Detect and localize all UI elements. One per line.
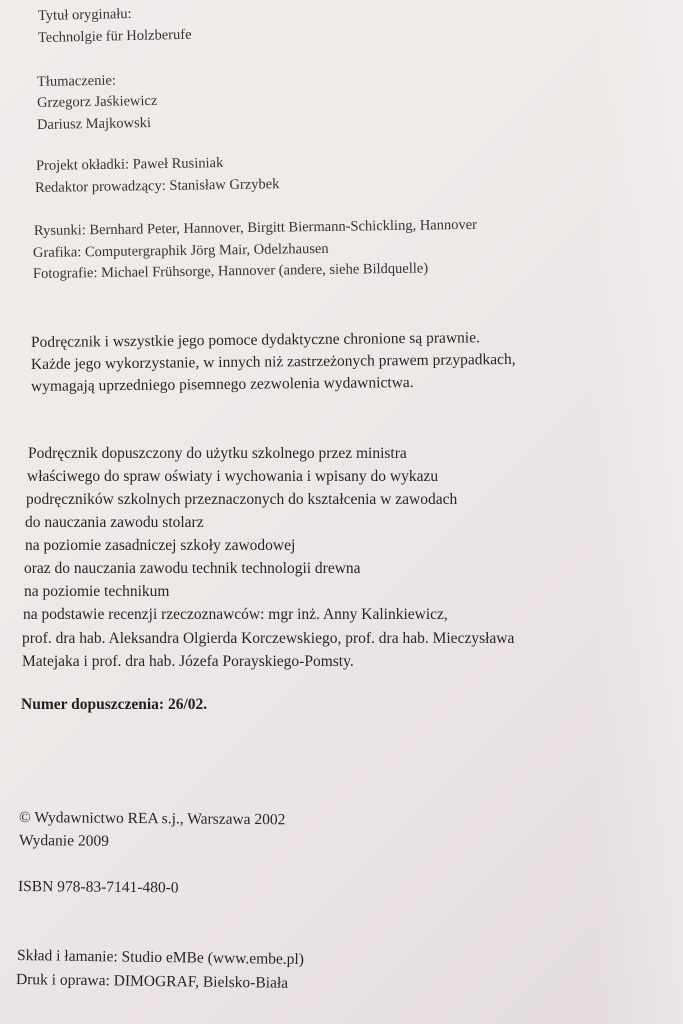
approval-line: do nauczania zawodu stolarz bbox=[25, 514, 204, 531]
approval-line: oraz do nauczania zawodu technik technologii drewna bbox=[24, 560, 361, 577]
approval-line: na poziomie zasadniczej szkoły zawodowej bbox=[25, 537, 296, 554]
show-through-text: ​ bbox=[468, 51, 472, 123]
approval-line: właściwego do spraw oświaty i wychowania i wpisany do wykazu bbox=[27, 468, 439, 485]
typesetting-credit: Skład i łamanie: Studio eMBe (www.embe.pl) bbox=[16, 947, 305, 969]
cover-design-credit: Projekt okładki: Paweł Rusiniak bbox=[35, 155, 224, 174]
copyright-notice-line: wymagają uprzedniego pisemnego zezwolenia wydawnictwa. bbox=[30, 373, 414, 395]
graphics-credit: Grafika: Computergraphik Jörg Mair, Odelzhausen bbox=[32, 240, 329, 261]
managing-editor-credit: Redaktor prowadzący: Stanisław Grzybek bbox=[34, 176, 280, 196]
approval-line: prof. dra hab. Aleksandra Olgierda Korczewskiego, prof. dra hab. Mieczysława bbox=[22, 630, 515, 647]
printing-credit: Druk i oprawa: DIMOGRAF, Bielsko-Biała bbox=[15, 971, 289, 992]
approval-line: na podstawie recenzji rzeczoznawców: mgr inż. Anny Kalinkiewicz, bbox=[23, 606, 448, 623]
copyright-notice-line: Każde jego wykorzystanie, w innych niż zastrzeżonych prawem przypadkach, bbox=[30, 350, 516, 373]
translator-name: Dariusz Majkowski bbox=[36, 115, 152, 133]
approval-line: podręczników szkolnych przeznaczonych do kształcenia w zawodach bbox=[26, 491, 458, 508]
page-edge-shading bbox=[593, 0, 683, 1024]
approval-number: Numer dopuszczenia: 26/02. bbox=[21, 696, 208, 713]
edition: Wydanie 2009 bbox=[18, 832, 109, 850]
photos-credit: Fotografie: Michael Frühsorge, Hannover (andere, siehe Bildquelle) bbox=[32, 260, 429, 282]
approval-line: Podręcznik dopuszczony do użytku szkolnego przez ministra bbox=[28, 445, 407, 462]
approval-line: na poziomie technikum bbox=[24, 583, 170, 600]
original-title-value: Technolgie für Holzberufe bbox=[37, 26, 192, 46]
copyright-notice-line: Podręcznik i wszystkie jego pomoce dydaktyczne chronione są prawnie. bbox=[30, 329, 480, 351]
translation-label: Tłumaczenie: bbox=[36, 72, 117, 90]
original-title-label: Tytuł oryginału: bbox=[37, 6, 132, 24]
translator-name: Grzegorz Jaśkiewicz bbox=[36, 92, 158, 111]
approval-line: Matejaka i prof. dra hab. Józefa Porayskiego-Pomsty. bbox=[22, 653, 354, 670]
publisher-copyright: © Wydawnictwo REA s.j., Warszawa 2002 bbox=[18, 809, 286, 829]
drawings-credit: Rysunki: Bernhard Peter, Hannover, Birgitt Biermann-Schickling, Hannover bbox=[33, 216, 478, 239]
isbn: ISBN 978-83-7141-480-0 bbox=[17, 878, 179, 897]
